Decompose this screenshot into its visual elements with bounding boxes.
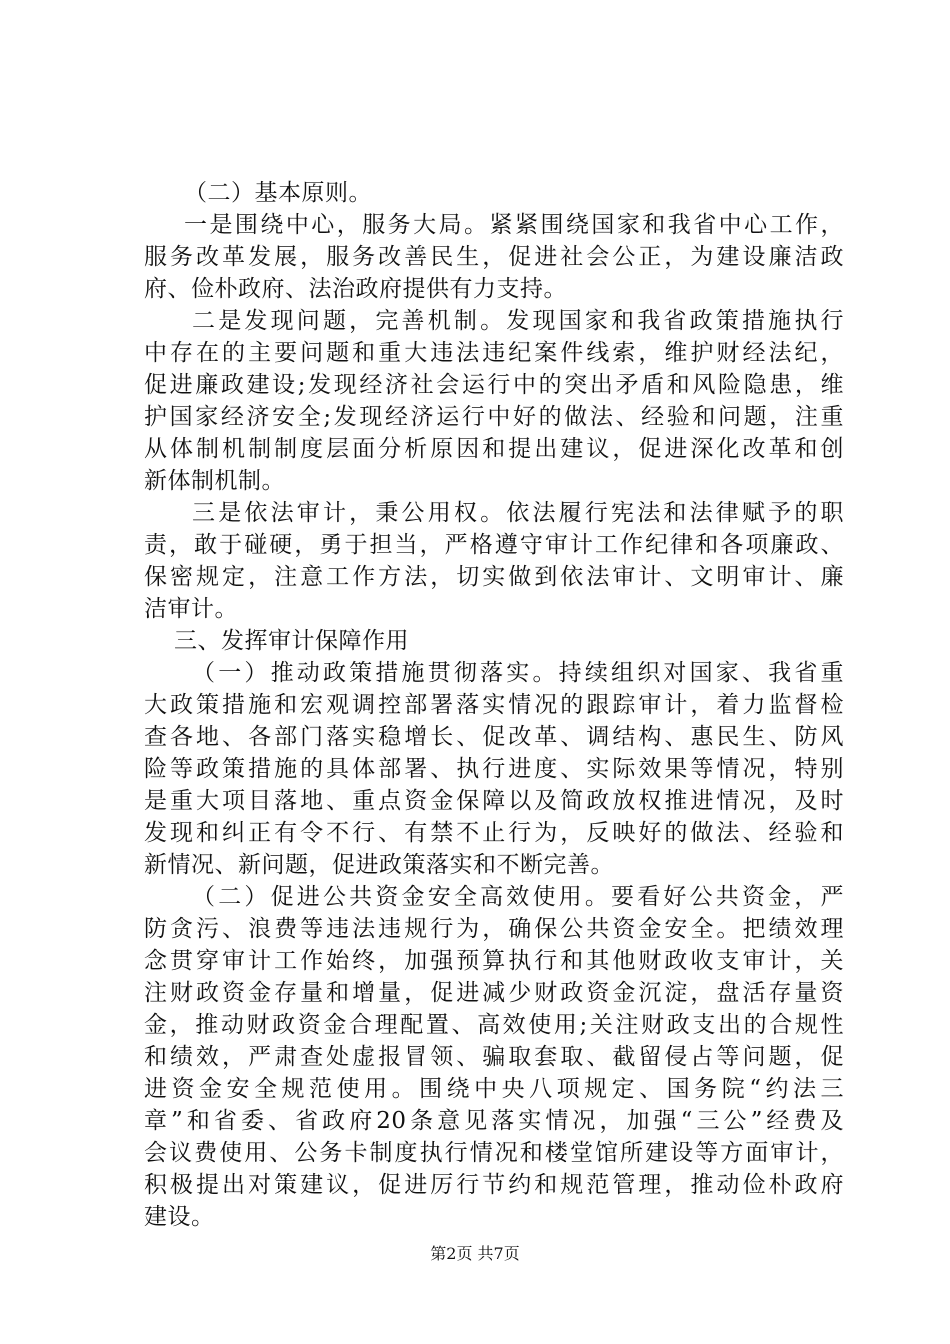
paragraph-line: 是重大项目落地、重点资金保障以及简政放权推进情况，及时 (144, 788, 844, 814)
paragraph-line: 念贯穿审计工作始终，加强预算执行和其他财政收支审计，关 (144, 948, 844, 974)
paragraph-line: 金，推动财政资金合理配置、高效使用;关注财政支出的合规性 (144, 1012, 844, 1038)
paragraph-line: 责，敢于碰硬，勇于担当，严格遵守审计工作纪律和各项廉政、 (144, 532, 844, 558)
paragraph-line: 和绩效，严肃查处虚报冒领、骗取套取、截留侵占等问题，促 (144, 1044, 844, 1070)
paragraph-line: 新情况、新问题，促进政策落实和不断完善。 (144, 852, 614, 878)
document-body (144, 177, 844, 1233)
paragraph-line: 防贪污、浪费等违法违规行为，确保公共资金安全。把绩效理 (144, 916, 844, 942)
paragraph-line: 章”和省委、省政府20条意见落实情况，加强“三公”经费及 (144, 1108, 844, 1134)
paragraph-line: 保密规定，注意工作方法，切实做到依法审计、文明审计、廉 (144, 564, 844, 590)
paragraph-line: 新体制机制。 (144, 468, 285, 494)
paragraph-line: 建设。 (144, 1204, 215, 1230)
paragraph-line: 查各地、各部门落实稳增长、促改革、调结构、惠民生、防风 (144, 724, 844, 750)
paragraph-line: 洁审计。 (144, 596, 238, 622)
paragraph-line: 服务改革发展，服务改善民生，促进社会公正，为建设廉洁政 (144, 244, 844, 270)
page-number-footer: 第2页 共7页 (430, 1244, 520, 1263)
paragraph-line: 促进廉政建设;发现经济社会运行中的突出矛盾和风险隐患，维 (144, 372, 844, 398)
paragraph-line: （一）推动政策措施贯彻落实。持续组织对国家、我省重 (192, 660, 844, 686)
paragraph-line: 大政策措施和宏观调控部署落实情况的跟踪审计，着力监督检 (144, 692, 844, 718)
paragraph-line: 一是围绕中心，服务大局。紧紧围绕国家和我省中心工作， (184, 212, 844, 238)
paragraph-line: 发现和纠正有令不行、有禁不止行为，反映好的做法、经验和 (144, 820, 844, 846)
paragraph-line: 中存在的主要问题和重大违法违纪案件线索，维护财经法纪， (144, 340, 844, 366)
section-heading: 三、发挥审计保障作用 (174, 628, 409, 654)
paragraph-line: 进资金安全规范使用。围绕中央八项规定、国务院“约法三 (144, 1076, 844, 1102)
paragraph-line: 府、俭朴政府、法治政府提供有力支持。 (144, 276, 567, 302)
paragraph-line: 护国家经济安全;发现经济运行中好的做法、经验和问题，注重 (144, 404, 844, 430)
paragraph-line: 会议费使用、公务卡制度执行情况和楼堂馆所建设等方面审计， (144, 1140, 844, 1166)
heading-basic-principles: （二）基本原则。 (184, 180, 372, 206)
paragraph-line: 险等政策措施的具体部署、执行进度、实际效果等情况，特别 (144, 756, 844, 782)
paragraph-line: 三是依法审计，秉公用权。依法履行宪法和法律赋予的职 (192, 500, 844, 526)
paragraph-line: （二）促进公共资金安全高效使用。要看好公共资金，严 (192, 884, 844, 910)
paragraph-line: 积极提出对策建议，促进厉行节约和规范管理，推动俭朴政府 (144, 1172, 844, 1198)
paragraph-line: 二是发现问题，完善机制。发现国家和我省政策措施执行 (192, 308, 844, 334)
paragraph-line: 注财政资金存量和增量，促进减少财政资金沉淀，盘活存量资 (144, 980, 844, 1006)
paragraph-line: 从体制机制制度层面分析原因和提出建议，促进深化改革和创 (144, 436, 844, 462)
